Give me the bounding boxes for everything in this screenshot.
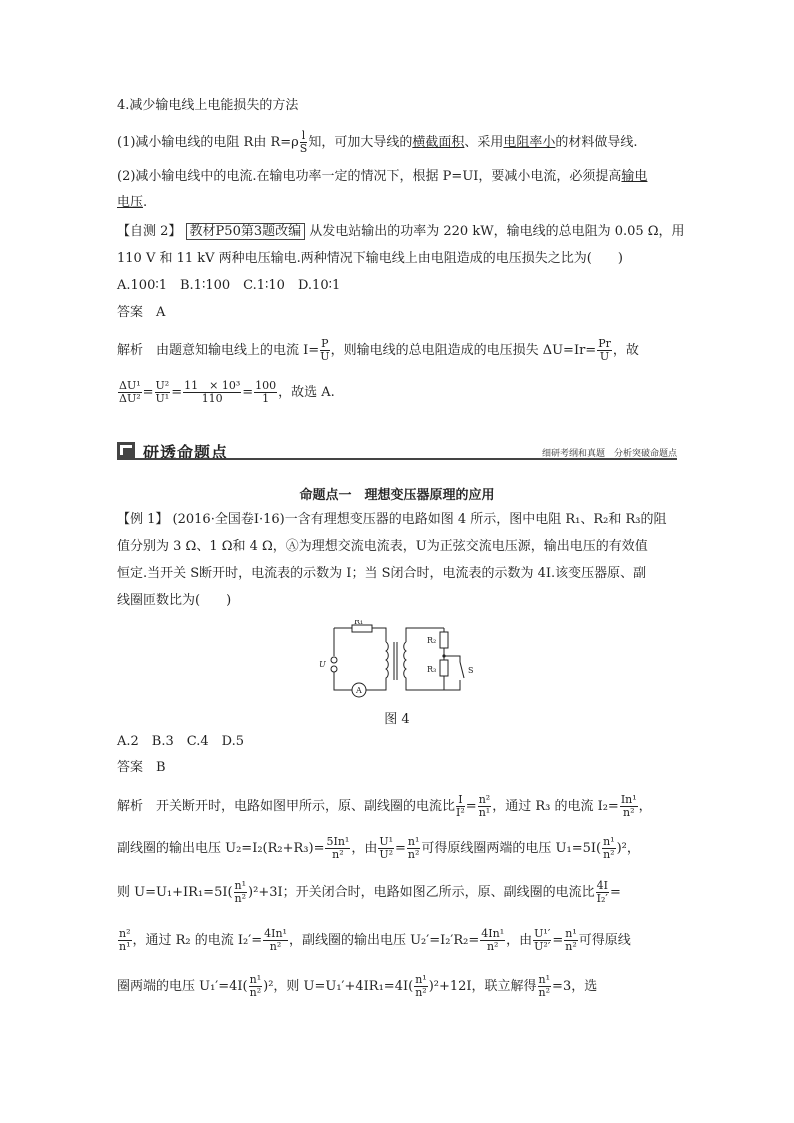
solution-line-5: 圈两端的电压 U₁′=4I( $\frac{\text{n¹}}{\text{n²}}$ )²，则 U=U₁′+4IR₁=4I( $\frac{\text{n¹}}{\text{n²}}$ )²+12I，联立解得 $\frac{\text{n¹}}{\text{n²}}$ =3，选	[117, 973, 598, 999]
circuit-diagram	[314, 620, 480, 700]
example-line-3: 恒定.当开关 S断开时，电流表的示数为 I；当 S闭合时，电流表的示数为 4I.该变压器原、副	[117, 566, 647, 581]
section-subtitle: 细研考纲和真题 分析突破命题点	[541, 449, 677, 459]
topic-title: 命题点一 理想变压器原理的应用	[299, 488, 495, 503]
switch-s	[460, 662, 464, 678]
solution-line-4: $\frac{\text{n²}}{\text{n¹}}$ ，通过 R₂ 的电流 I₂′= $\frac{\text{4In¹}}{\text{n²}}$ ，副线圈的输出电压 U₂′=I₂′R₂= $\frac{\text{4In¹}}{\text{n²}}$ ，由 $\frac{\text{U¹′}}{\text{U²′}}$ = $\frac{\text{n¹}}{\text{n²}}$ 可得原线	[119, 927, 631, 953]
selftest-line-1: 【自测 2】 教材P50第3题改编 从发电站输出的功率为 220 kW，输电线的总电阻为 0.05 Ω，用	[117, 224, 685, 239]
selftest-analysis: 解析 由题意知输电线上的电流 I= $\frac{P}{U}$ ，则输电线的总电阻造成的电压损失 ΔU=Ir= $\frac{Pr}{U}$ ，故	[117, 337, 639, 363]
section-header	[117, 440, 677, 460]
section-title: 研透命题点	[143, 443, 229, 462]
label-s: S	[468, 666, 474, 675]
resistor-r2	[440, 632, 448, 648]
label-u: U	[319, 660, 326, 669]
voltage-source	[331, 657, 337, 663]
example-line-2: 值分别为 3 Ω、1 Ω和 4 Ω，Ⓐ为理想交流电流表，U为正弦交流电压源，输出电压的有效值	[117, 539, 648, 554]
source-tag: 教材P50第3题改编	[186, 223, 306, 240]
label-r1: R₁	[354, 620, 364, 626]
section-icon	[117, 442, 135, 458]
method-item-2-cont: 电压.	[117, 195, 148, 210]
section-heading: 4.减少输电线上电能损失的方法	[117, 98, 299, 113]
label-r2: R₂	[427, 636, 437, 645]
selftest-answer: 答案 A	[117, 305, 166, 320]
selftest-ratio: $\frac{\text{ΔU¹}}{\text{ΔU²}}$ = $\frac{\text{U²}}{\text{U¹}}$ = $\frac{\text{11 × 10³}}{110}$ = $\frac{100}{1}$ ，故选 A.	[119, 379, 335, 405]
example-answer: 答案 B	[117, 760, 166, 775]
resistor-r1	[352, 625, 372, 632]
label-ammeter: A	[356, 686, 362, 695]
method-item-1: (1)减小输电线的电阻 R由 R=ρ $\frac{l}{S}$ 知，可加大导线的横截面积、采用电阻率小的材料做导线.	[117, 129, 638, 155]
selftest-line-2: 110 V 和 11 kV 两种电压输电.两种情况下输电线上由电阻造成的电压损失之比为( )	[117, 251, 623, 266]
resistor-r3	[440, 660, 448, 676]
solution-line-1: 解析 开关断开时，电路如图甲所示，原、副线圈的电流比 $\frac{I}{\text{I²}}$ = $\frac{\text{n²}}{\text{n¹}}$ ，通过 R₃ 的电流 I₂= $\frac{\text{In¹}}{\text{n²}}$ ，	[117, 793, 652, 819]
figure-caption: 图 4	[384, 712, 410, 727]
example-line-1: 【例 1】 (2016·全国卷Ⅰ·16)一含有理想变压器的电路如图 4 所示，图中电阻 R₁、R₂和 R₃的阻	[117, 512, 667, 527]
resistance-fraction: $\frac{l}{S}$	[299, 129, 308, 155]
method-item-2: (2)减小输电线中的电流.在输电功率一定的情况下，根据 P=UI，要减小电流，必须提高输电	[117, 169, 648, 184]
selftest-options: A.100∶1 B.1∶100 C.1∶10 D.10∶1	[117, 278, 341, 293]
example-options: A.2 B.3 C.4 D.5	[117, 734, 244, 749]
example-line-4: 线圈匝数比为( )	[117, 593, 232, 608]
label-r3: R₃	[427, 665, 437, 674]
solution-line-2: 副线圈的输出电压 U₂=I₂(R₂+R₃)= $\frac{\text{5In¹}}{\text{n²}}$ ，由 $\frac{\text{U¹}}{\text{U²}}$ = $\frac{\text{n¹}}{\text{n²}}$ 可得原线圈两端的电压 U₁=5I( $\frac{\text{n¹}}{\text{n²}}$ )²，	[117, 835, 640, 861]
solution-line-3: 则 U=U₁+IR₁=5I( $\frac{\text{n¹}}{\text{n²}}$ )²+3I；开关闭合时，电路如图乙所示，原、副线圈的电流比 $\frac{4I}{\text{I₂′}}$ =	[117, 879, 621, 905]
